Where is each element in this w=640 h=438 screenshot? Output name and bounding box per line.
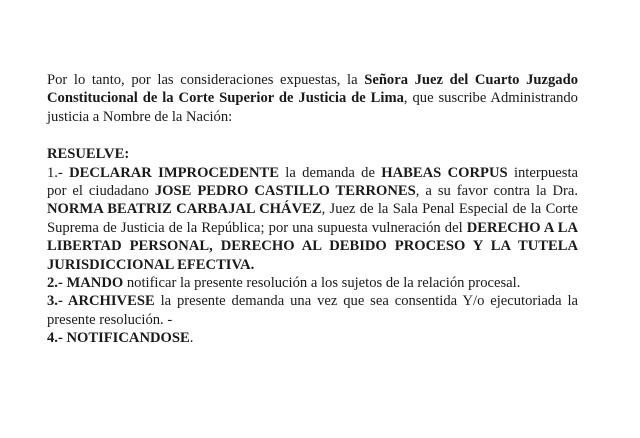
defendant-name: NORMA BEATRIZ CARBAJAL CHÁVEZ <box>47 201 322 218</box>
item-text: , Juez de la Sala Penal Especial de la Corte Suprema de Justicia de la República; por una supuesta vulneración del <box>47 201 578 236</box>
item-number: 1.- <box>47 164 70 181</box>
resolution-item-2 <box>47 274 578 292</box>
notify-keyword: NOTIFICANDOSE <box>66 330 190 347</box>
rights-claimed: DERECHO A LA LIBERTAD PERSONAL, DERECHO AL DEBIDO PROCESO Y LA TUTELA JURISDICCIONAL EFECTIVA. <box>47 219 578 273</box>
intro-paragraph <box>47 71 578 126</box>
document-page <box>47 71 578 348</box>
plaintiff-name: JOSE PEDRO CASTILLO TERRONES <box>154 183 416 200</box>
item-text: la presente demanda una vez que sea consentida Y/o ejecutoriada la presente resolución. - <box>47 293 579 328</box>
item-number: 3.- <box>47 293 68 310</box>
item-text: la demanda de <box>278 164 382 181</box>
resolution-item-3 <box>47 292 578 329</box>
item-text: interpuesta por el ciudadano <box>47 164 578 200</box>
item-text: . <box>189 330 194 347</box>
intro-text-end: , que suscribe Administrando justicia a Nombre de la Nación: <box>47 90 578 125</box>
item-number: 2.- <box>47 275 67 292</box>
resolution-item-1 <box>47 164 578 274</box>
item-text: notificar la presente resolución a los sujetos de la relación procesal. <box>123 275 521 292</box>
item-number: 4.- <box>47 330 67 347</box>
resuelve-heading: RESUELVE: <box>47 146 130 163</box>
paragraph-gap <box>47 126 578 145</box>
resolution-item-4 <box>47 329 578 347</box>
court-name: Señora Juez del Cuarto Juzgado Constitucional de la Corte Superior de Justicia de Lima <box>47 72 578 107</box>
item-text: , a su favor contra la Dra. <box>415 183 578 200</box>
archive-keyword: ARCHIVESE <box>67 293 155 310</box>
declaration: DECLARAR IMPROCEDENTE <box>69 164 279 181</box>
order-keyword: MANDO <box>66 275 124 292</box>
demand-type: HABEAS CORPUS <box>381 164 508 181</box>
intro-text: Por lo tanto, por las consideraciones expuestas, la <box>47 72 365 88</box>
